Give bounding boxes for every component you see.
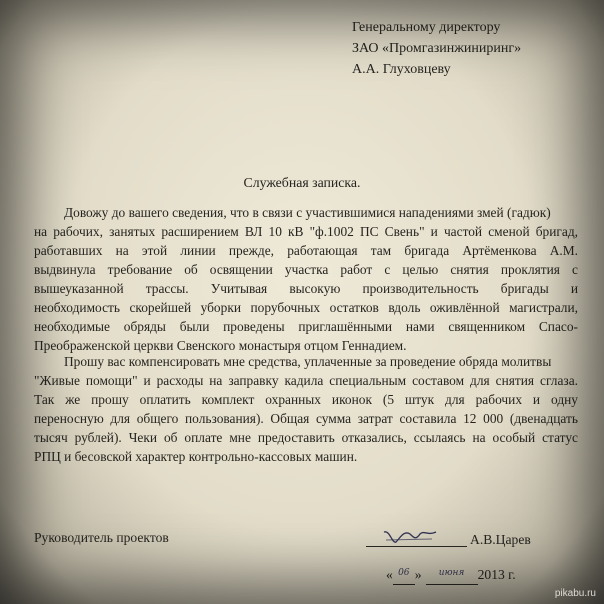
text-line: тысяч рублей). Чеки об оплате мне предоставить отказались, ссылаясь на особый статус (34, 430, 578, 445)
signatory-position: Руководитель проектов (34, 530, 169, 545)
date-month-field (426, 564, 478, 585)
text-line: необходимые обряды были проведены приглашёнными нами священником Спасо- (34, 319, 578, 334)
text-line: Так же прошу оплатить комплект охранных иконок (5 штук для рабочих и одну (34, 392, 578, 407)
date-close-quote: » (414, 567, 422, 582)
text-line: "Живые помощи" и расходы на заправку кадила специальным составом для снятия сглаза. (34, 373, 578, 388)
date-year: 2013 г. (477, 567, 516, 582)
paragraph-2 (34, 352, 578, 466)
handwritten-signature (380, 526, 440, 548)
text-line: переносную для общего пользования). Общая сумма затрат составила 12 000 (двенадцать (34, 411, 578, 426)
date-open-quote: « (386, 567, 393, 582)
date-day-field (393, 564, 415, 585)
addressee-title: Генеральному директору (352, 20, 501, 35)
text-line: РПЦ и бесовской характер контрольно-кассовых машин. (34, 449, 358, 464)
paragraph-1 (34, 203, 578, 355)
memo-title: Служебная записка. (243, 175, 361, 190)
date-day: 06 (398, 568, 410, 578)
text-line: необходимость скорейшей уборки порубочных остатков вдоль оживлённой магистрали, (34, 300, 578, 315)
text-line: работавших на этой линии прежде, работающая там бригада Артёменкова А.М. (34, 243, 578, 258)
text-line: вышеуказанной трассы. Учитывая высокую производительность бригады и (34, 281, 578, 296)
text-line: Довожу до вашего сведения, что в связи с участившимися нападениями змей (гадюк) (64, 205, 551, 220)
site-watermark: pikabu.ru (554, 588, 596, 599)
addressee-block (352, 17, 521, 80)
signature-line (366, 546, 467, 547)
signature-date (386, 564, 516, 585)
text-line: выдвинула требование об освящении участка работ с целью снятия проклятия с (34, 262, 578, 277)
signatory-name: А.В.Царев (470, 532, 531, 547)
addressee-name: А.А. Глуховцеву (352, 62, 451, 77)
text-line: Преображенской церкви Свенского монастыря отцом Геннадием. (34, 338, 407, 353)
date-month: июня (438, 568, 465, 578)
text-line: на рабочих, занятых расширением ВЛ 10 кВ "ф.1002 ПС Свень" и частой сменой бригад, (34, 224, 578, 239)
addressee-company: ЗАО «Промгазинжиниринг» (352, 41, 522, 56)
text-line: Прошу вас компенсировать мне средства, уплаченные за проведение обряда молитвы (64, 354, 552, 369)
